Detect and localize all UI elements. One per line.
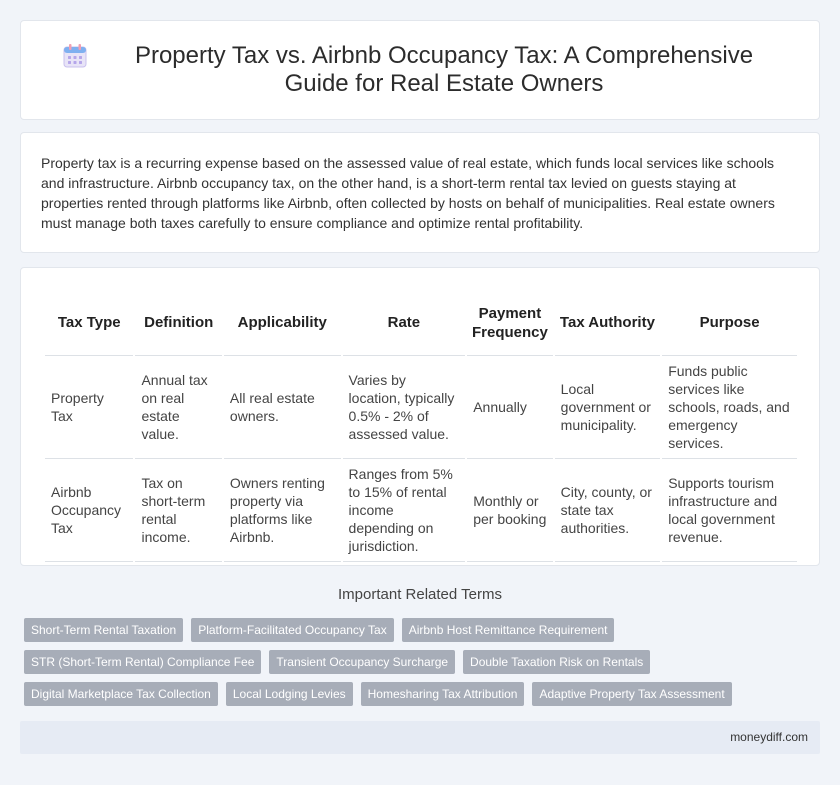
related-term-tag[interactable]: Platform-Facilitated Occupancy Tax — [191, 618, 394, 642]
table-row — [45, 459, 797, 562]
footer-site-link[interactable]: moneydiff.com — [730, 730, 808, 744]
column-header-payment-frequency: Payment Frequency — [467, 290, 552, 356]
header-card — [20, 20, 820, 120]
related-term-tag[interactable]: Adaptive Property Tax Assessment — [532, 682, 731, 706]
column-header-tax-type: Tax Type — [45, 290, 133, 356]
related-term-tag[interactable]: Transient Occupancy Surcharge — [269, 650, 455, 674]
table-cell: Supports tourism infrastructure and local government revenue. — [662, 459, 797, 562]
tag-row — [24, 650, 814, 674]
table-cell: Airbnb Occupancy Tax — [45, 459, 133, 562]
table-cell: Monthly or per booking — [467, 459, 552, 562]
table-cell: Owners renting property via platforms like Airbnb. — [224, 459, 341, 562]
table-cell: Funds public services like schools, roads, and emergency services. — [662, 356, 797, 459]
tag-row — [24, 682, 814, 706]
related-term-tag[interactable]: Digital Marketplace Tax Collection — [24, 682, 218, 706]
column-header-purpose: Purpose — [662, 290, 797, 356]
intro-paragraph: Property tax is a recurring expense based on the assessed value of real estate, which funds local services like schools and infrastructure. Airbnb occupancy tax, on the other hand, is a short-term rental tax levied on guests staying at properties rented through platforms like Airbnb, often collected by hosts on behalf of municipalities. Real estate owners must manage both taxes carefully to ensure compliance and optimize rental profitability. — [41, 155, 775, 231]
related-term-tag[interactable]: Airbnb Host Remittance Requirement — [402, 618, 615, 642]
table-cell: Tax on short-term rental income. — [135, 459, 221, 562]
related-term-tag[interactable]: STR (Short-Term Rental) Compliance Fee — [24, 650, 261, 674]
related-terms-title: Important Related Terms — [338, 586, 502, 603]
column-header-definition: Definition — [135, 290, 221, 356]
table-header-row — [45, 290, 797, 356]
related-term-tag[interactable]: Homesharing Tax Attribution — [361, 682, 525, 706]
column-header-rate: Rate — [343, 290, 466, 356]
calendar-icon — [61, 42, 89, 70]
related-terms-tags — [24, 618, 814, 714]
related-term-tag[interactable]: Double Taxation Risk on Rentals — [463, 650, 650, 674]
footer — [20, 721, 820, 754]
table-cell: Property Tax — [45, 356, 133, 459]
tag-row — [24, 618, 814, 642]
intro-card — [20, 132, 820, 253]
table-cell: Local government or municipality. — [555, 356, 661, 459]
column-header-applicability: Applicability — [224, 290, 341, 356]
table-cell: City, county, or state tax authorities. — [555, 459, 661, 562]
related-term-tag[interactable]: Short-Term Rental Taxation — [24, 618, 183, 642]
table-cell: Ranges from 5% to 15% of rental income depending on jurisdiction. — [343, 459, 466, 562]
page-title: Property Tax vs. Airbnb Occupancy Tax: A Comprehensive Guide for Real Estate Owners — [134, 42, 754, 97]
comparison-table-card — [20, 267, 820, 566]
table-cell: Annually — [467, 356, 552, 459]
comparison-table — [43, 290, 799, 562]
column-header-tax-authority: Tax Authority — [555, 290, 661, 356]
table-cell: Annual tax on real estate value. — [135, 356, 221, 459]
table-cell: Varies by location, typically 0.5% - 2% of assessed value. — [343, 356, 466, 459]
table-row — [45, 356, 797, 459]
table-cell: All real estate owners. — [224, 356, 341, 459]
related-term-tag[interactable]: Local Lodging Levies — [226, 682, 353, 706]
